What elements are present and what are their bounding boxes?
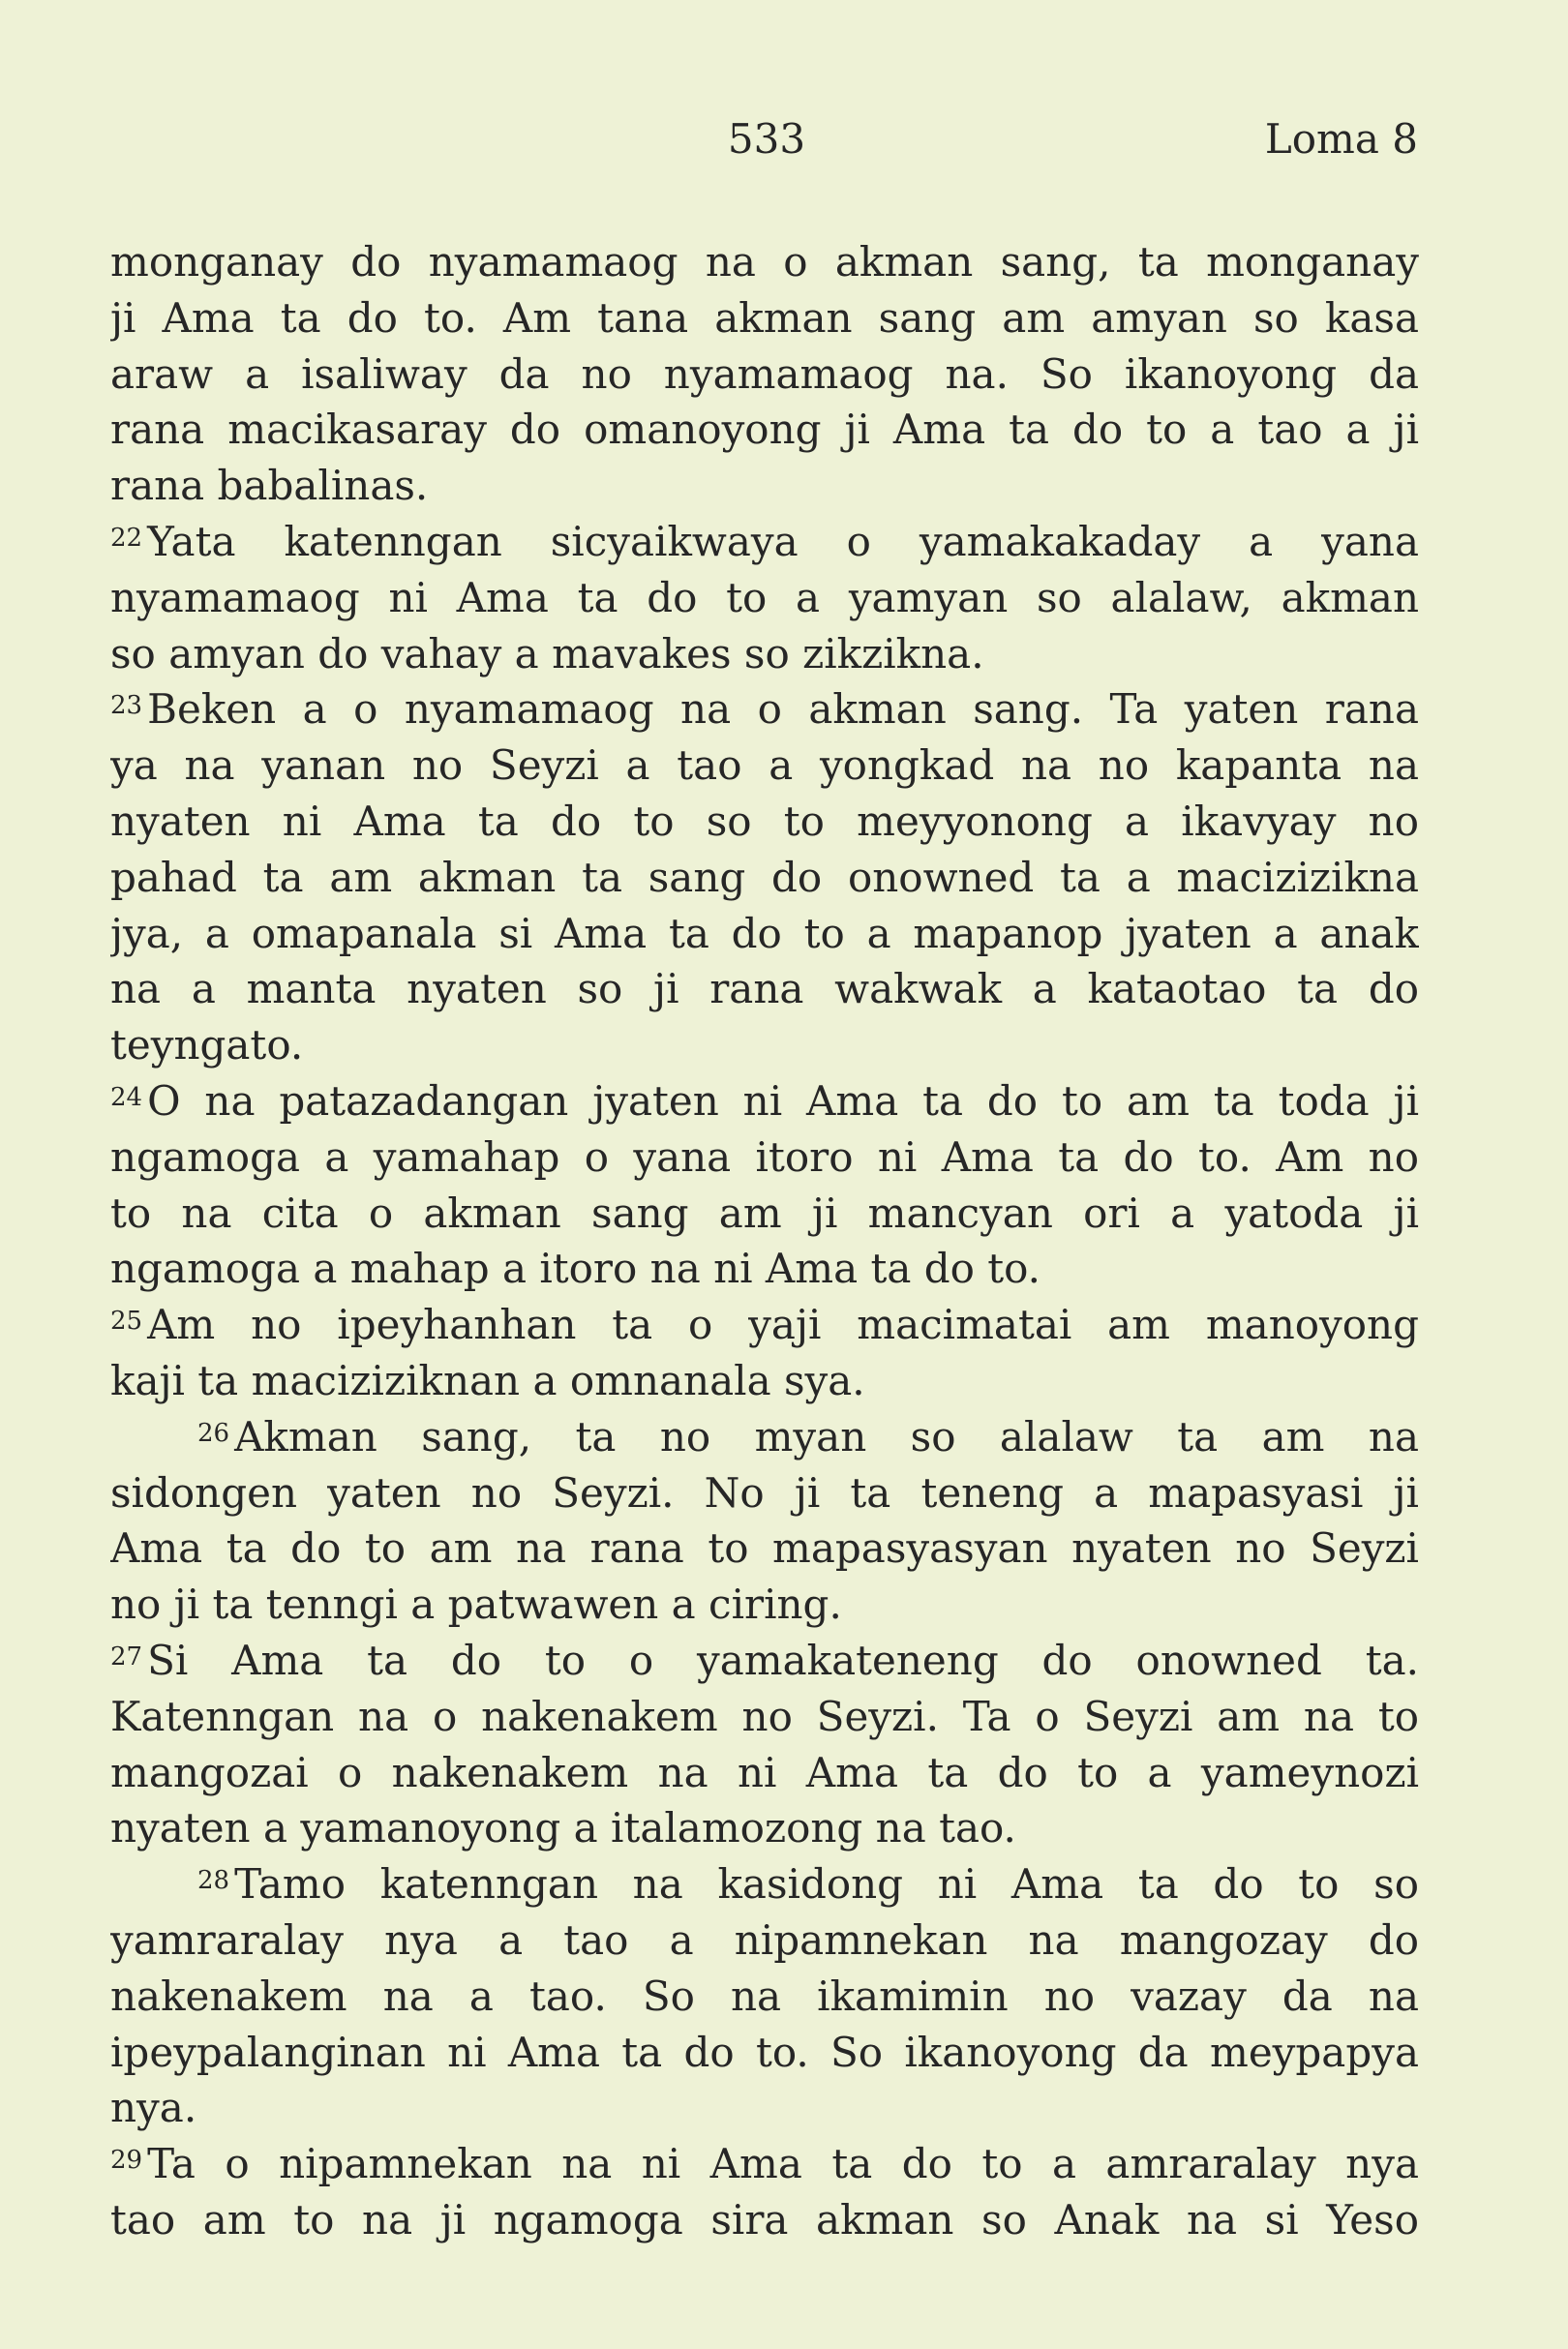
line-text: O na patazadangan jyaten ni Ama ta do to am ta toda ji bbox=[147, 1076, 1419, 1125]
line-text: pahad ta am akman ta sang do onowned ta a macizizikna bbox=[110, 853, 1419, 901]
text-line bbox=[110, 738, 1419, 794]
line-text: Tamo katenngan na kasidong ni Ama ta do to so bbox=[234, 1860, 1419, 1909]
verse-number: 25 bbox=[110, 1307, 143, 1337]
verse-paragraph bbox=[110, 234, 1419, 514]
line-text: monganay do nyamamaog na o akman sang, ta monganay bbox=[110, 238, 1419, 286]
line-text: ipeypalanginan ni Ama ta do to. So ikanoyong da meypapya bbox=[110, 2028, 1419, 2076]
text-line bbox=[110, 290, 1419, 346]
text-line bbox=[110, 681, 1419, 738]
text-line bbox=[110, 1186, 1419, 1242]
verse-number: 26 bbox=[197, 1418, 230, 1448]
line-text: ji Ama ta do to. Am tana akman sang am amyan so kasa bbox=[110, 293, 1419, 342]
line-text: jya, a omapanala si Ama ta do to a mapanop jyaten a anak bbox=[110, 909, 1419, 957]
line-text: nakenakem na a tao. So na ikamimin no vazay da na bbox=[110, 1972, 1419, 2020]
text-line bbox=[110, 1800, 1419, 1856]
text-line bbox=[110, 1577, 1419, 1633]
verse-paragraph bbox=[110, 1856, 1419, 2136]
text-line bbox=[110, 794, 1419, 850]
text-line bbox=[110, 1241, 1419, 1297]
verse-number: 29 bbox=[110, 2146, 143, 2176]
verse-paragraph bbox=[110, 1633, 1419, 1856]
line-text: Ama ta do to am na rana to mapasyasyan nyaten no Seyzi bbox=[110, 1524, 1419, 1573]
text-line bbox=[110, 2192, 1419, 2248]
line-text: Yata katenngan sicyaikwaya o yamakakaday a yana bbox=[147, 517, 1419, 565]
line-text: sidongen yaten no Seyzi. No ji ta teneng a mapasyasi ji bbox=[110, 1468, 1419, 1517]
text-line bbox=[110, 1073, 1419, 1129]
text-line bbox=[110, 234, 1419, 290]
line-text: ngamoga a mahap a itoro na ni Ama ta do to. bbox=[110, 1245, 1041, 1293]
line-text: Akman sang, ta no myan so alalaw ta am na bbox=[234, 1412, 1419, 1461]
verse-number: 28 bbox=[197, 1866, 230, 1896]
line-text: Si Ama ta do to o yamakateneng do onowned ta. bbox=[147, 1636, 1419, 1684]
line-text: rana macikasaray do omanoyong ji Ama ta do to a tao a ji bbox=[110, 406, 1419, 454]
line-text: Beken a o nyamamaog na o akman sang. Ta yaten rana bbox=[147, 685, 1419, 734]
line-text: Ta o nipamnekan na ni Ama ta do to a amraralay nya bbox=[147, 2140, 1419, 2188]
line-text: tao am to na ji ngamoga sira akman so Anak na si Yeso bbox=[110, 2195, 1419, 2244]
text-line bbox=[110, 1689, 1419, 1745]
line-text: yamraralay nya a tao a nipamnekan na mangozay do bbox=[110, 1915, 1419, 1964]
verse-paragraph bbox=[110, 514, 1419, 681]
line-text: kaji ta maciziziknan a omnanala sya. bbox=[110, 1356, 865, 1404]
page-number: 533 bbox=[727, 115, 806, 163]
line-text: rana babalinas. bbox=[110, 462, 429, 510]
line-text: so amyan do vahay a mavakes so zikzikna. bbox=[110, 629, 984, 678]
line-text: mangozai o nakenakem na ni Ama ta do to a yameynozi bbox=[110, 1748, 1419, 1796]
text-line bbox=[110, 1129, 1419, 1186]
verse-paragraph bbox=[110, 1409, 1419, 1633]
line-text: ya na yanan no Seyzi a tao a yongkad na no kapanta na bbox=[110, 741, 1419, 790]
verse-number: 23 bbox=[110, 691, 143, 721]
verse-number: 24 bbox=[110, 1082, 143, 1112]
line-text: nyaten ni Ama ta do to so to meyyonong a ikavyay no bbox=[110, 797, 1419, 845]
text-line bbox=[110, 1633, 1419, 1689]
text-line bbox=[110, 906, 1419, 962]
line-text: no ji ta tenngi a patwawen a ciring. bbox=[110, 1581, 842, 1629]
line-text: nyaten a yamanoyong a italamozong na tao. bbox=[110, 1804, 1016, 1852]
text-line bbox=[110, 1521, 1419, 1577]
line-text: Am no ipeyhanhan ta o yaji macimatai am manoyong bbox=[147, 1301, 1419, 1349]
running-head: Loma 8 bbox=[1264, 115, 1418, 163]
text-line bbox=[110, 570, 1419, 626]
text-line bbox=[110, 1912, 1419, 1969]
body-text bbox=[110, 234, 1419, 2248]
verse-number: 27 bbox=[110, 1641, 143, 1671]
text-line bbox=[110, 1409, 1419, 1465]
text-line bbox=[110, 626, 1419, 682]
text-line bbox=[110, 1969, 1419, 2025]
line-text: teyngato. bbox=[110, 1021, 304, 1069]
line-text: Katenngan na o nakenakem no Seyzi. Ta o Seyzi am na to bbox=[110, 1692, 1419, 1740]
text-line bbox=[110, 458, 1419, 514]
line-text: na a manta nyaten so ji rana wakwak a kataotao ta do bbox=[110, 965, 1419, 1013]
line-text: nyamamaog ni Ama ta do to a yamyan so alalaw, akman bbox=[110, 573, 1419, 621]
verse-paragraph bbox=[110, 1073, 1419, 1297]
line-text: nya. bbox=[110, 2084, 197, 2132]
text-line bbox=[110, 402, 1419, 458]
verse-number: 22 bbox=[110, 523, 143, 553]
text-line bbox=[110, 1017, 1419, 1073]
text-line bbox=[110, 1745, 1419, 1801]
text-line bbox=[110, 2080, 1419, 2136]
text-line bbox=[110, 514, 1419, 570]
text-line bbox=[110, 2025, 1419, 2081]
line-text: araw a isaliway da no nyamamaog na. So ikanoyong da bbox=[110, 349, 1419, 398]
verse-paragraph bbox=[110, 1297, 1419, 1409]
text-line bbox=[110, 1353, 1419, 1409]
line-text: ngamoga a yamahap o yana itoro ni Ama ta do to. Am no bbox=[110, 1132, 1419, 1181]
text-line bbox=[110, 1297, 1419, 1353]
text-line bbox=[110, 2136, 1419, 2192]
text-line bbox=[110, 346, 1419, 403]
text-line bbox=[110, 850, 1419, 906]
verse-paragraph bbox=[110, 681, 1419, 1073]
text-line bbox=[110, 961, 1419, 1017]
text-line bbox=[110, 1856, 1419, 1912]
verse-paragraph bbox=[110, 2136, 1419, 2248]
text-line bbox=[110, 1465, 1419, 1521]
line-text: to na cita o akman sang am ji mancyan ori a yatoda ji bbox=[110, 1189, 1419, 1237]
